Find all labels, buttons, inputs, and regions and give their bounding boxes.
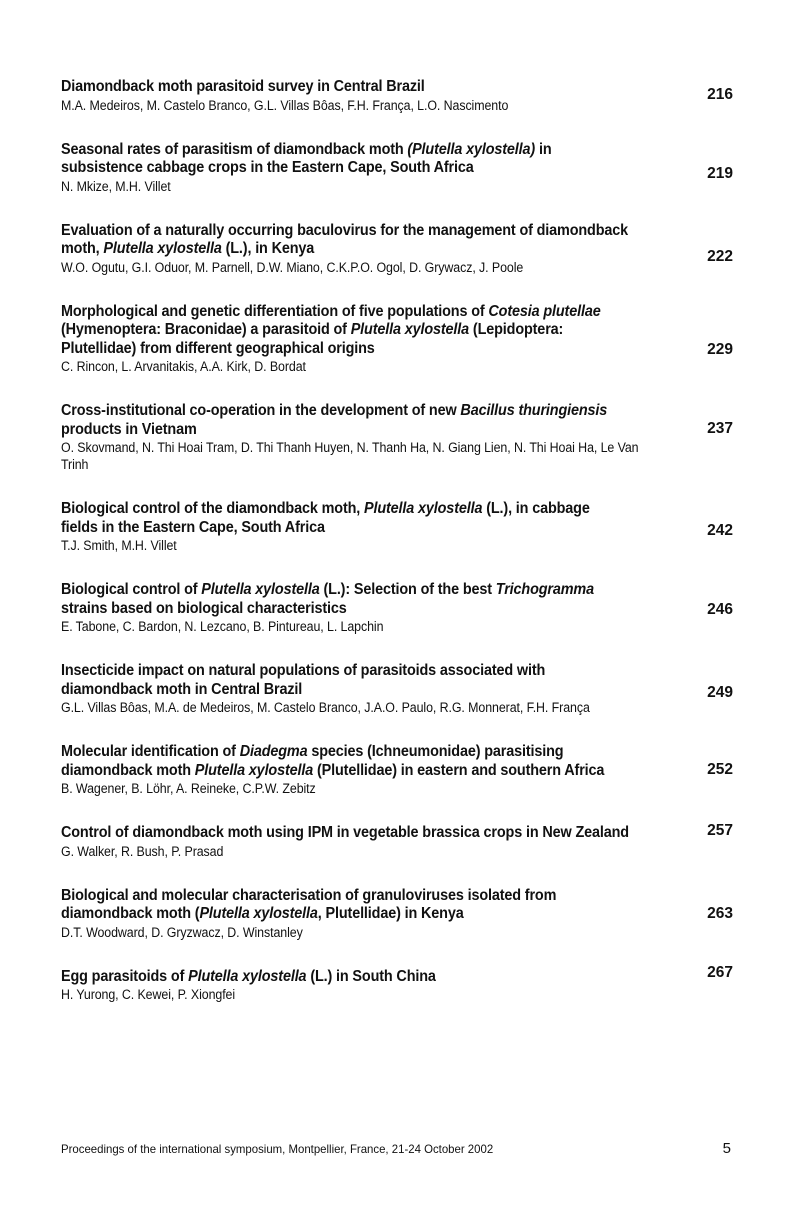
entry-title-species: Cotesia plutellae (488, 302, 601, 320)
entry-page-number: 249 (707, 684, 733, 701)
entry-title-part: , Plutellidae) in Kenya (317, 905, 464, 922)
entry-authors: N. Mkize, M.H. Villet (61, 178, 171, 194)
entry-title-part: (Plutellidae) in eastern and southern Africa (313, 761, 605, 779)
entry-title-species: Plutella xylostella (199, 905, 318, 922)
entry-title-part: Control of diamondback moth using IPM in vegetable brassica crops in New Zealand (61, 824, 629, 841)
toc-entry (61, 500, 733, 554)
entry-authors: W.O. Ogutu, G.I. Oduor, M. Parnell, D.W. Miano, C.K.P.O. Ogol, D. Grywacz, J. Poole (61, 259, 524, 275)
entry-title (61, 662, 630, 699)
entry-title-part: Seasonal rates of parasitism of diamondback moth (61, 140, 408, 158)
entry-title-part: strains based on biological characteristics (61, 599, 347, 617)
entry-title-species: Plutella xylostella (188, 967, 307, 985)
entry-title-part: Insecticide impact on natural populations of parasitoids associated with diamondback moth in Central Brazil (61, 662, 546, 698)
entry-authors: M.A. Medeiros, M. Castelo Branco, G.L. Villas Bôas, F.H. França, L.O. Nascimento (61, 97, 509, 113)
entry-title-species: Plutella xylostella (201, 581, 320, 598)
entry-title (61, 141, 630, 178)
entry-title (61, 743, 630, 780)
toc-entry (61, 887, 733, 941)
entry-authors: H. Yurong, C. Kewei, P. Xiongfei (61, 987, 236, 1002)
entry-title-part: (L.), in Kenya (221, 240, 315, 257)
entry-authors: G. Walker, R. Bush, P. Prasad (61, 843, 224, 859)
entry-page-number: 246 (707, 601, 733, 618)
entry-title-part: Evaluation of a naturally occurring baculovirus for the management of diamondback moth, (61, 221, 629, 257)
entry-authors: T.J. Smith, M.H. Villet (61, 538, 177, 553)
entry-title-part: (L.) in South China (306, 967, 436, 985)
entry-page-number: 229 (707, 340, 733, 358)
entry-title-species: (Plutella xylostella) (407, 140, 536, 158)
entry-authors: G.L. Villas Bôas, M.A. de Medeiros, M. Castelo Branco, J.A.O. Paulo, R.G. Monnerat, F.H. França (61, 700, 590, 715)
entry-title-part: Egg parasitoids of (61, 967, 189, 985)
entry-title-species: Diadegma (239, 743, 308, 760)
entry-authors: C. Rincon, L. Arvanitakis, A.A. Kirk, D. Bordat (61, 359, 306, 374)
entry-page-number: 222 (707, 247, 733, 265)
entry-title-part: (Lepidoptera: Plutellidae) from different geographical origins (61, 321, 564, 357)
entry-page-number: 257 (707, 822, 733, 839)
entry-title-species: Plutella xylostella (194, 761, 314, 779)
toc-entry (61, 824, 733, 860)
entry-page-number: 216 (707, 86, 733, 103)
table-of-contents (61, 78, 733, 1030)
entry-title-part: Biological control of the diamondback moth, (61, 500, 365, 517)
entry-title-part: in subsistence cabbage crops in the Eastern Cape, South Africa (61, 140, 552, 176)
toc-entry (61, 662, 733, 716)
toc-entry (61, 743, 733, 797)
entry-title-species: Plutella xylostella (350, 321, 470, 338)
entry-title (61, 500, 630, 537)
entry-page-number: 242 (707, 522, 733, 539)
entry-page-number: 252 (707, 761, 733, 778)
footer-proceedings-text: Proceedings of the international symposium, Montpellier, France, 21-24 October 2002 (61, 1142, 494, 1156)
entry-title-part: (L.): Selection of the best (319, 581, 496, 598)
entry-title-species: Plutella xylostella (364, 500, 483, 517)
entry-title (61, 78, 630, 97)
toc-entry (61, 78, 733, 114)
entry-authors: D.T. Woodward, D. Gryzwacz, D. Winstanley (61, 924, 303, 940)
entry-title-species: Bacillus thuringiensis (460, 402, 608, 419)
entry-title-part: (Hymenoptera: Braconidae) a parasitoid of (61, 321, 351, 338)
toc-entry (61, 963, 733, 1004)
entry-title-part: products in Vietnam (61, 420, 197, 438)
entry-title (61, 303, 630, 359)
toc-entry (61, 581, 733, 635)
entry-title (61, 581, 630, 618)
entry-title (61, 824, 630, 843)
entry-page-number: 237 (707, 420, 733, 437)
entry-title (61, 968, 630, 987)
toc-entry (61, 303, 733, 376)
entry-title-part: Biological control of (61, 581, 202, 598)
entry-authors: B. Wagener, B. Löhr, A. Reineke, C.P.W. Zebitz (61, 781, 316, 796)
entry-title-part: (L.), in cabbage fields in the Eastern Cape, South Africa (61, 500, 590, 536)
entry-title-part: Morphological and genetic differentiation of five populations of (61, 302, 489, 320)
entry-title (61, 222, 630, 259)
entry-authors: E. Tabone, C. Bardon, N. Lezcano, B. Pintureau, L. Lapchin (61, 619, 384, 634)
entry-title (61, 402, 630, 439)
entry-authors: O. Skovmand, N. Thi Hoai Tram, D. Thi Thanh Huyen, N. Thanh Ha, N. Giang Lien, N. Thi Hoai Ha, Le Van Trinh (61, 440, 639, 472)
entry-page-number: 267 (707, 963, 733, 981)
toc-entry (61, 402, 733, 473)
entry-page-number: 219 (707, 164, 733, 182)
entry-title-part: Cross-institutional co-operation in the development of new (61, 402, 461, 419)
page-footer (61, 1141, 731, 1157)
entry-title-species: Trichogramma (495, 581, 594, 598)
entry-title-species: Plutella xylostella (103, 240, 222, 257)
entry-title-part: Biological and molecular characterisation of granuloviruses isolated from diamondback moth ( (61, 886, 557, 922)
toc-entry (61, 222, 733, 276)
entry-title-part: Diamondback moth parasitoid survey in Central Brazil (61, 78, 425, 95)
toc-entry (61, 141, 733, 195)
entry-page-number: 263 (707, 904, 733, 922)
footer-page-number: 5 (722, 1140, 731, 1157)
entry-title-part: Molecular identification of (61, 743, 240, 760)
entry-title-part: species (Ichneumonidae) parasitising diamondback moth (61, 743, 564, 779)
entry-title (61, 887, 630, 924)
